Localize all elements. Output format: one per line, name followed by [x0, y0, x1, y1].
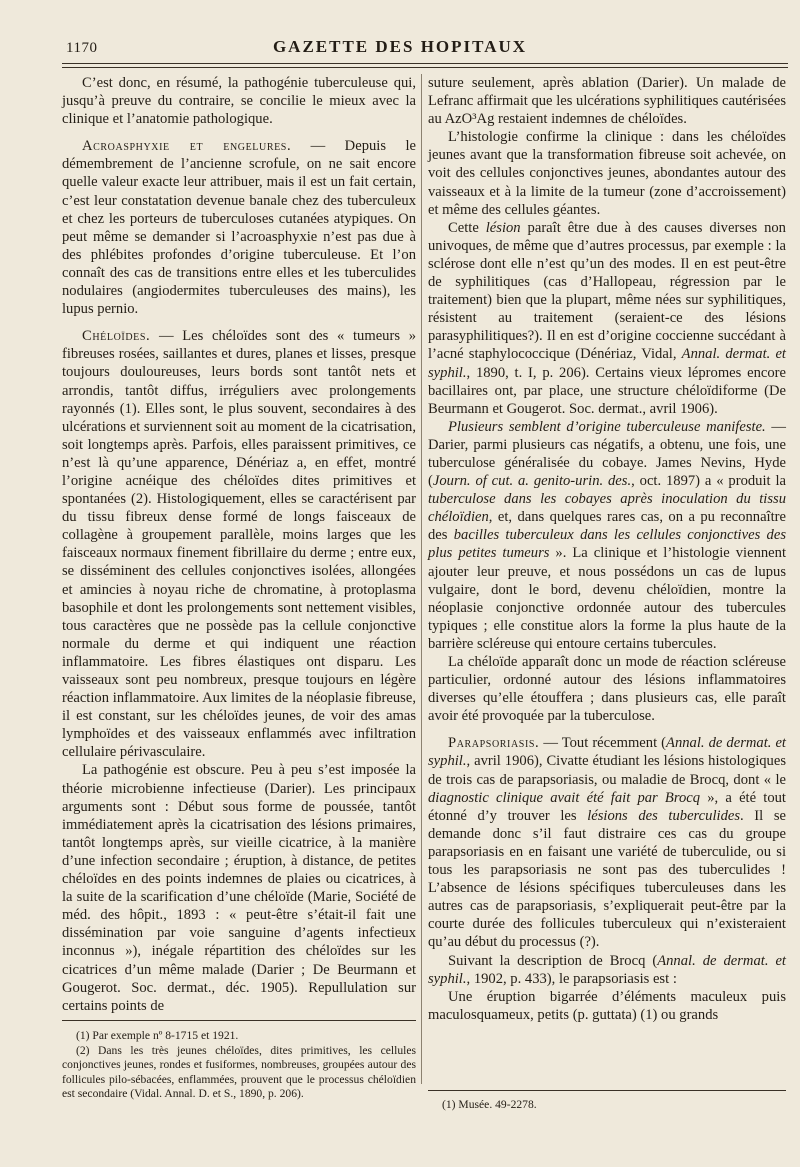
footnote: (2) Dans les très jeunes chéloïdes, dites primitives, les cellules conjonctives jeunes, rondes et fusiformes, nombreuses, groupées autour des follicules pilo-sébacées, enflammées, prouvent que le processus chéloïdien est secondaire (Vidal. Annal. D. et S., 1890, p. 206). [62, 1043, 416, 1100]
text: — Darier, parmi plusieurs cas négatifs, a obtenu, une fois, une tuberculose généralisée du cobaye. James Nevins, Hyde ( [428, 418, 786, 490]
paragraph-parapsoriasis [428, 734, 786, 951]
paragraph [428, 952, 786, 988]
section-heading: Parapsoriasis. [448, 735, 540, 752]
header-rule [62, 63, 788, 64]
section-heading: Acroasphyxie et engelures. [82, 138, 292, 155]
quote: lésions des tuberculides [587, 807, 741, 824]
emphasis: Plusieurs semblent d’origine tuberculeuse manifeste. [448, 418, 766, 435]
paragraph: Une éruption bigarrée d’éléments maculeux puis maculosquameux, petits (p. guttata) (1) ou grands [428, 988, 786, 1023]
right-column [428, 74, 786, 1024]
section-heading: Chéloïdes. [82, 328, 151, 345]
citation: Annal. de dermat. et syphil. [428, 952, 786, 987]
paragraph: suture seulement, après ablation (Darier). Un malade de Lefranc affirmait que les ulcérations syphilitiques cautérisées au AzO³Ag restaient indemnes de chéloïdes. [428, 75, 786, 128]
quote: tuberculose dans les cobayes après inoculation du tissu chéloïdien [428, 491, 786, 526]
paragraph: L’histologie confirme la clinique : dans les chéloïdes jeunes avant que la transformation fibreuse soit achevée, on voit des cellules conjonctives jeunes, abondantes autour des vaisseaux et à la limite de la tumeur (zone d’accroissement) et même des cellules géantes. [428, 129, 786, 218]
text: paraît être due à des causes diverses non univoques, de même que d’autres processus, par exemple : la sclérose dont elle n’est qu’un des modes. Il en est peut-être de syphilitiques (cas d’Hallopeau, régression par le traitement) bien que la plupart, même nées sur syphilitiques, résistent au traitement (seraient-ce des lésions parasyphilitiques?). Il en est d’origine coccienne succédant à l’acné staphylococcique (Dénériaz, Vidal, [428, 219, 786, 363]
citation: Journ. of cut. a. genito-urin. des. [432, 473, 632, 490]
text: , 1890, t. I, p. 206). Certains vieux lépromes encore bacillaires ont, par place, une structure chéloïdiforme (De Beurmann et Gougerot. Soc. dermat., avril 1906). [428, 364, 786, 417]
footnote-rule [62, 1020, 416, 1021]
citation: Annal. dermat. et syphil. [428, 346, 786, 381]
text: , avril 1906), Civatte étudiant les lésions histologiques de trois cas de parapsoriasis, ou maladie de Brocq, dont « le [428, 753, 786, 788]
left-footnotes [62, 1029, 416, 1102]
column-divider [421, 74, 422, 1084]
paragraph-text: — Depuis le démembrement de l’ancienne scrofule, on ne sait encore quelle valeur exacte leur attribuer, mais il est un fait certain, c’est leur constatation devenue banale chez des tuberculeux et chez les porteurs de tuberculoses cutanées atypiques. On peut même se demander si l’acroasphyxie n’est pas due à des phlébites profondes d’origine tuberculeuse. Et l’on connaît des cas de transitions entre elles et les tuberculides nodulaires (angiodermites tuberculeuses des mains), les lupus pernio. [62, 138, 416, 318]
text: Cette [448, 219, 486, 236]
page-number: 1170 [66, 40, 98, 56]
text: . Il se demande donc s’il faut distraire ces cas du groupe parapsoriasis en en faisant une variété de tuberculide, ou si tous les parapsoriasis ne sont pas des tuberculides ! L’absence de lésions spécifiques tuberculeuses dans les autres cas de parapsoriasis, s’expliquerait peut-être par la courte durée des follicules tuberculeux qui n’existeraient qu’au début du processus (?). [428, 807, 786, 951]
emphasis: lésion [485, 219, 521, 236]
paragraph [428, 418, 786, 653]
text: , 1902, p. 433), le parapsoriasis est : [466, 970, 677, 987]
left-column [62, 74, 416, 1015]
text: », a été tout étonné d’y trouver les [428, 789, 786, 824]
quote: diagnostic clinique avait été fait par Brocq [428, 789, 701, 806]
paragraph [428, 219, 786, 418]
text: , oct. 1897) a « produit la [631, 473, 786, 490]
text: Suivant la description de Brocq ( [448, 952, 658, 969]
paragraph-acroasphyxie [62, 137, 416, 318]
header-rule-double [62, 67, 788, 68]
footnote: (1) Musée. 49-2278. [442, 1098, 537, 1111]
paragraph: C’est donc, en résumé, la pathogénie tuberculeuse qui, jusqu’à preuve du contraire, se concilie le mieux avec la clinique et l’anatomie pathologique. [62, 75, 416, 128]
footnote-rule [428, 1090, 786, 1091]
page-header [0, 0, 800, 64]
footnote: (1) Par exemple nº 8-1715 et 1921. [76, 1029, 239, 1042]
right-footnotes [428, 1098, 786, 1113]
paragraph: La pathogénie est obscure. Peu à peu s’est imposée la théorie microbienne infectieuse (Darier). Les principaux arguments sont : Début sous forme de poussée, tantôt immédiatement après la cicatrisation des lésions primaires, tantôt longtemps après, sur vieille cicatrice, à la manière d’une infection secondaire ; éruption, à distance, de petites chéloïdes en des points indemnes de plaies ou cicatrices, à la suite de la scarification d’une chéloïde (Marie, Société de méd. des hôpit., 1893 : « peut-être s’était-il fait une dissémination par voie sanguine d’agents infectieux inconnus »), inégale répartition des chéloïdes sur les cicatrices d’un même malade (Darier ; De Beurmann et Gougerot. Soc. dermat., déc. 1905). Repullulation sur certains points de [62, 762, 416, 1014]
journal-title: GAZETTE DES HOPITAUX [272, 37, 528, 56]
citation: Annal. de dermat. et syphil. [428, 735, 786, 770]
paragraph-cheloides [62, 327, 416, 761]
paragraph-text: — Les chéloïdes sont des « tumeurs » fibreuses rosées, saillantes et dures, planes et lisses, presque toujours douloureuses, leurs bords sont tantôt nets et arrondis, tantôt diffus, irréguliers avec prolongements rayonnés (1). Elles sont, le plus souvent, secondaires à des ulcérations et surviennent soit au moment de la cicatrisation, soit longtemps après. Parfois, elles paraissent primitives, ce n’est là qu’une apparence, Dénériaz a, en effet, montré l’origine acnéique des chéloïdes dites primitives et spontanées (2). Histologiquement, elles se caractérisent par du tissu fibreux dense formé de longs faisceaux de collagène à groupement parallèle, moins larges que les faisceaux normaux finement fibrillaire du derme ; entre eux, se disséminent des cellules conjonctives isolées, allongées et amincies à noyau riche de chromatine, à protoplasma basophile et dont les prolongements sont nettement visibles, tous caractères que ne possède pas la cellule conjonctive normale du derme et qui indiquent une réaction inflammatoire. Les fibres élastiques ont disparu. Les vaisseaux sont peu nombreux, presque toujours en légère réaction inflammatoire. Aux limites de la néoplasie fibreuse, il est constant, sur les chéloïdes jeunes, de voir des amas lymphoïdes et des vaisseaux enflammés avec infiltration cellulaire périvasculaire. [62, 328, 416, 761]
text: ». La clinique et l’histologie viennent ajouter leur preuve, et nous possédons un cas de lupus vulgaire, dont le bord, devenu chéloïdien, montre la néoplasie conjonctive ordonnée autour des tubercules typiques ; elle constitue alors la forme la plus haute de la barrière scléreuse qui entoure certains tubercules. [428, 545, 786, 652]
paragraph: La chéloïde apparaît donc un mode de réaction scléreuse particulier, ordonné autour des lésions inflammatoires diverses qu’elle étouffera ; dans plusieurs cas, elle paraît avoir été provoquée par la tuberculose. [428, 654, 786, 725]
text: — Tout récemment ( [539, 735, 667, 752]
quote: bacilles tuberculeux dans les cellules conjonctives des plus petites tumeurs [428, 527, 786, 562]
text: , et, dans quelques rares cas, on a pu reconnaître des [428, 509, 786, 544]
